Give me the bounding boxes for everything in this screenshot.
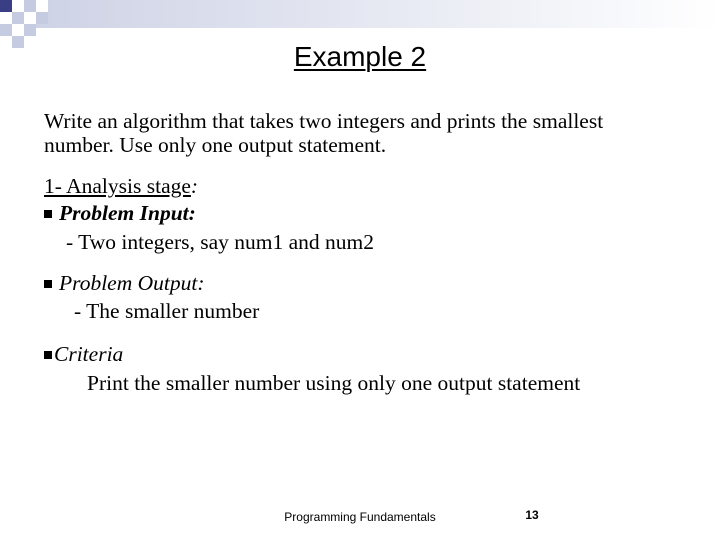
bullet-square-icon (44, 280, 52, 288)
problem-output-detail: - The smaller number (74, 299, 260, 323)
intro-line-1: Write an algorithm that takes two integers and prints the smallest (44, 109, 604, 133)
intro-line-2: number. Use only one output statement. (44, 133, 387, 157)
criteria-detail: Print the smaller number using only one output statement (87, 371, 581, 395)
analysis-stage-colon: : (190, 174, 199, 198)
problem-input-item (44, 201, 196, 225)
bullet-square-icon (44, 210, 52, 218)
bullet-square-icon (44, 351, 52, 359)
problem-output-label: Problem Output: (59, 271, 205, 295)
analysis-stage-heading (44, 174, 198, 198)
problem-input-detail: - Two integers, say num1 and num2 (66, 230, 375, 254)
criteria-item (44, 342, 123, 366)
problem-output-item (44, 271, 205, 295)
header-gradient-bar (0, 0, 720, 28)
page-number: 13 (525, 508, 539, 522)
footer-course-name: Programming Fundamentals (284, 510, 436, 524)
analysis-stage-label: 1- Analysis stage (44, 174, 191, 198)
criteria-label: Criteria (54, 342, 124, 366)
problem-input-label: Problem Input: (59, 201, 196, 225)
checker-pattern (0, 0, 48, 48)
slide-title: Example 2 (293, 41, 427, 72)
